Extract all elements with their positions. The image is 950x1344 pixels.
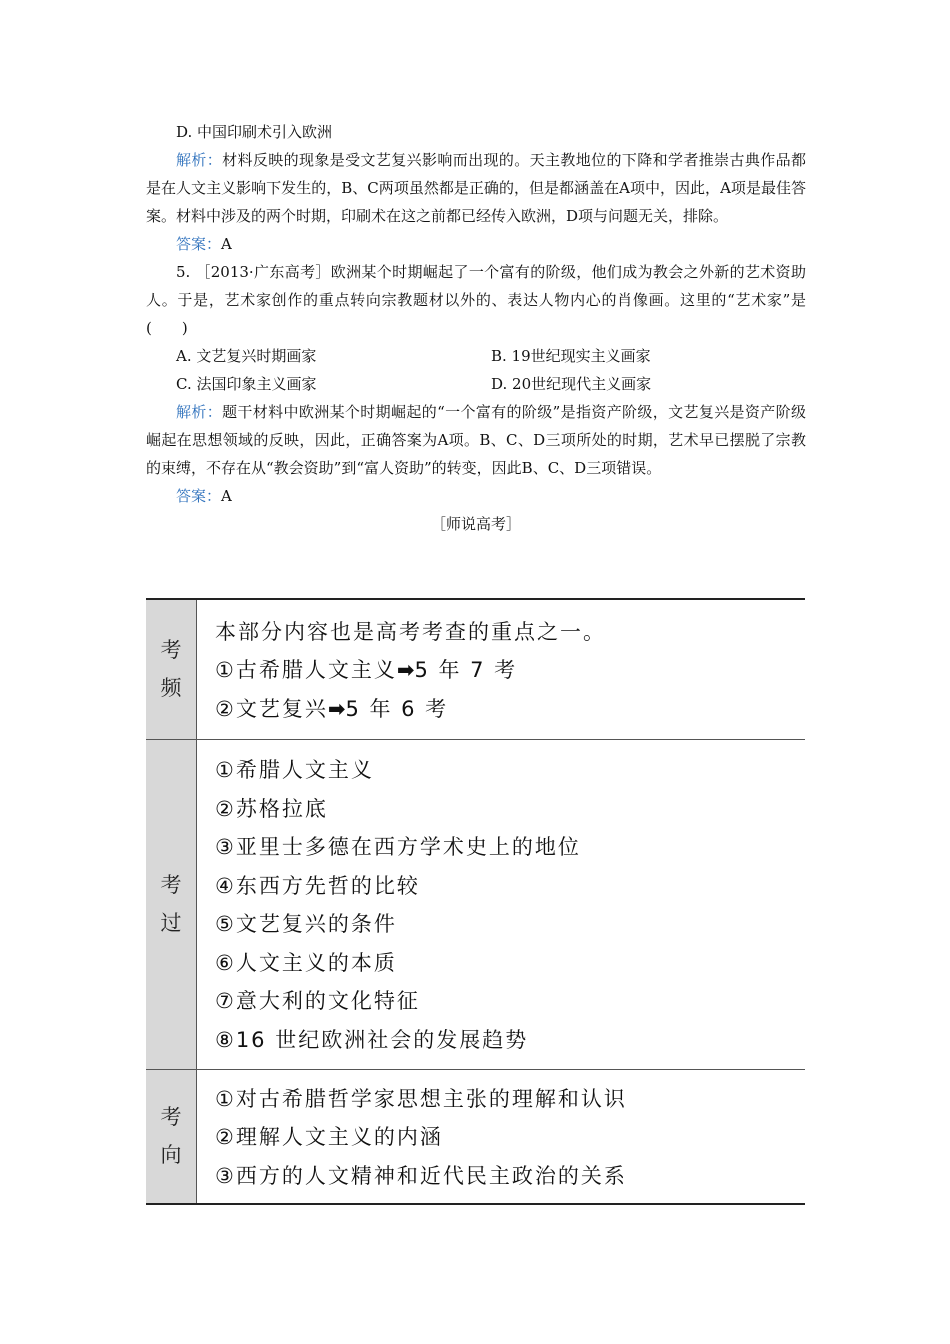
- table-row-frequency: [146, 599, 805, 739]
- q5-stem: 5. ［2013·广东高考］欧洲某个时期崛起了一个富有的阶级，他们成为教会之外新的艺术资助人。于是，艺术家创作的重点转向宗教题材以外的、表达人物内心的肖像画。这里的“艺术家”是( ): [146, 263, 806, 337]
- list-item: ②苏格拉底: [215, 796, 328, 821]
- arrow-right-icon: ➡: [396, 658, 415, 682]
- q5-analysis: [146, 398, 806, 482]
- frequency-line-1: 本部分内容也是高考考查的重点之一。: [215, 619, 606, 644]
- q5-option-b: B. 19世纪现实主义画家: [491, 347, 651, 365]
- list-item: ④东西方先哲的比较: [215, 873, 420, 898]
- q5-option-d: D. 20世纪现代主义画家: [491, 375, 652, 393]
- row-header-direction: 考 向: [146, 1069, 197, 1204]
- arrow-right-icon: ➡: [327, 696, 346, 721]
- section-title: ［师说高考］: [430, 515, 521, 533]
- list-item: ②理解人文主义的内涵: [215, 1125, 443, 1149]
- table-row-past-topics: [146, 739, 805, 1069]
- list-item: ⑤文艺复兴的条件: [215, 912, 397, 936]
- table-row-direction: [146, 1069, 805, 1204]
- row-content-past-topics: [197, 739, 806, 1069]
- frequency-line-2: ①古希腊人文主义➡5 年 7 考: [215, 651, 805, 690]
- row-header-past-topics: 考 过: [146, 739, 197, 1069]
- row-content-frequency: [197, 599, 806, 739]
- q5-answer-value: A: [221, 487, 232, 505]
- q5-answer-label: 答案：: [176, 487, 222, 505]
- list-item: ⑥人文主义的本质: [215, 950, 397, 975]
- q5-analysis-label: 解析：: [176, 403, 223, 421]
- q4-analysis: [146, 146, 806, 230]
- q5-options-row-1: [146, 342, 806, 370]
- q5-analysis-text: 题干材料中欧洲某个时期崛起的“一个富有的阶级”是指资产阶级，文艺复兴是资产阶级崛起在思想领域的反映，因此，正确答案为A项。B、C、D三项所处的时期，艺术早已摆脱了宗教的束缚，不存在从“教会资助”到“富人资助”的转变，因此B、C、D三项错误。: [146, 403, 806, 477]
- q5-option-c: C. 法国印象主义画家: [176, 375, 317, 393]
- q4-answer-label: 答案：: [176, 235, 222, 253]
- q4-analysis-label: 解析：: [176, 151, 223, 169]
- exam-summary-table: [146, 598, 805, 1205]
- q4-analysis-text: 材料反映的现象是受文艺复兴影响而出现的。天主教地位的下降和学者推崇古典作品都是在人文主义影响下发生的，B、C两项虽然都是正确的，但是都涵盖在A项中，因此，A项是最佳答案。材料中涉及的两个时期，印刷术在这之前都已经传入欧洲，D项与问题无关，排除。: [146, 151, 806, 225]
- q4-answer-value: A: [221, 235, 232, 253]
- row-header-frequency: 考 频: [146, 599, 197, 739]
- list-item: ③亚里士多德在西方学术史上的地位: [215, 835, 581, 859]
- q5-answer: [146, 482, 806, 510]
- frequency-line-3: ②文艺复兴➡5 年 6 考: [215, 690, 805, 729]
- list-item: ⑧16 世纪欧洲社会的发展趋势: [215, 1027, 529, 1052]
- q5-options-row-2: [146, 370, 806, 398]
- q5-option-a: A. 文艺复兴时期画家: [176, 347, 317, 365]
- question-block: [146, 118, 806, 538]
- q4-option-d: D. 中国印刷术引入欧洲: [176, 123, 333, 141]
- list-item: ③西方的人文精神和近代民主政治的关系: [215, 1163, 627, 1188]
- list-item: ⑦意大利的文化特征: [215, 989, 420, 1013]
- q4-answer: [146, 230, 806, 258]
- row-content-direction: [197, 1069, 806, 1204]
- list-item: ①希腊人文主义: [215, 758, 374, 782]
- list-item: ①对古希腊哲学家思想主张的理解和认识: [215, 1086, 627, 1111]
